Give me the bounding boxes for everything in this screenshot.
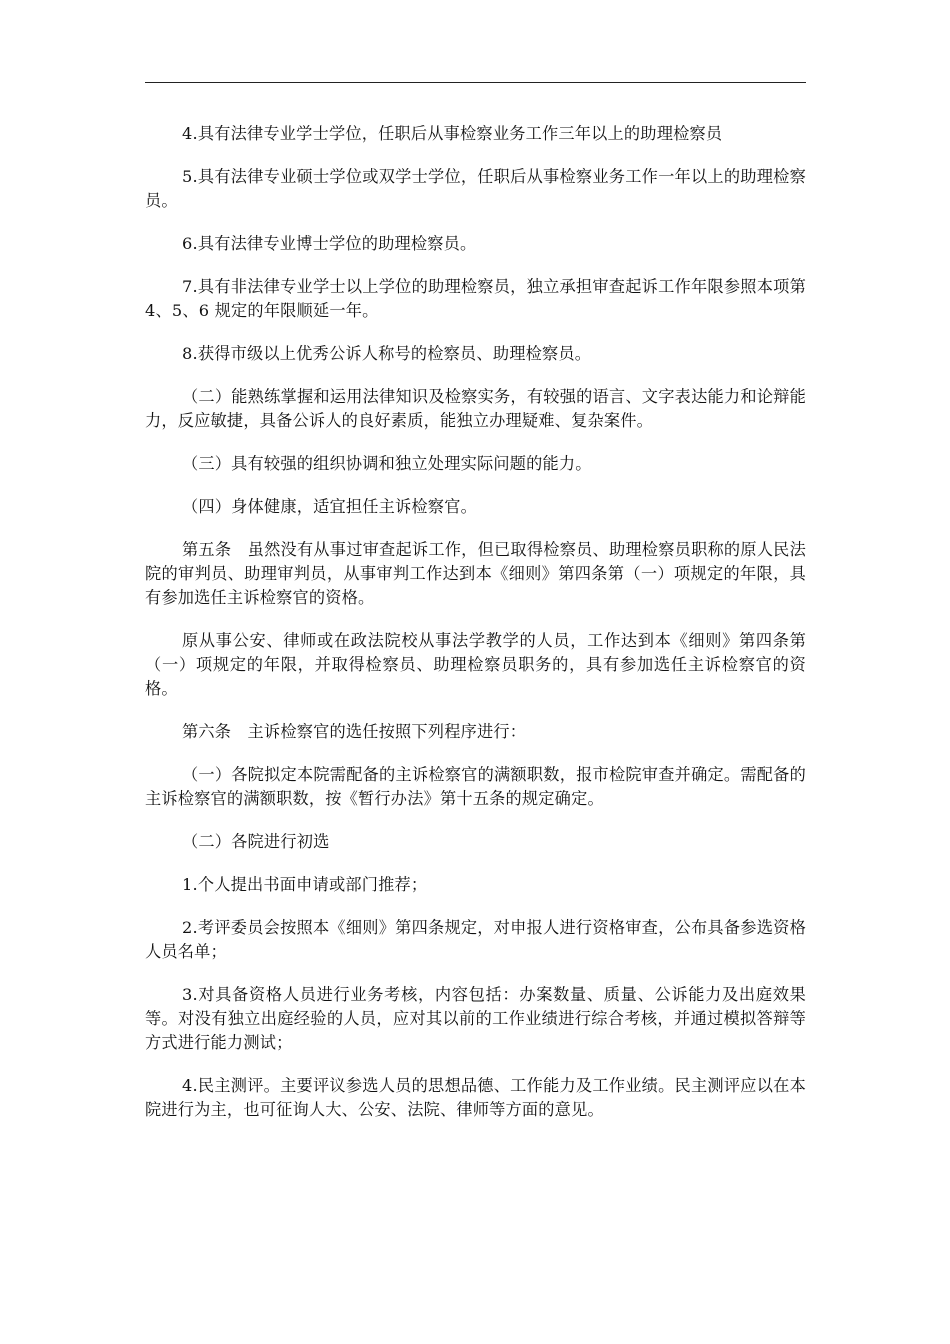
paragraph-item-4: （四）身体健康，适宜担任主诉检察官。: [182, 497, 477, 516]
paragraph-qualification-7: 7.具有非法律专业学士以上学位的助理检察员，独立承担审查起诉工作年限参照本项第 4、5、6 规定的年限顺延一年。: [145, 277, 812, 320]
document-body: [145, 122, 812, 1141]
paragraph-qualification-5: 5.具有法律专业硕士学位或双学士学位，任职后从事检察业务工作一年以上的助理检察员。: [145, 167, 806, 210]
paragraph-article-6: 第六条 主诉检察官的选任按照下列程序进行：: [182, 722, 527, 741]
paragraph-qualification-8: 8.获得市级以上优秀公诉人称号的检察员、助理检察员。: [182, 344, 592, 363]
paragraph-procedure-1: （一）各院拟定本院需配备的主诉检察官的满额职数，报市检院审查并确定。需配备的主诉检察官的满额职数，按《暂行办法》第十五条的规定确定。: [145, 765, 806, 808]
paragraph-procedure-2: （二）各院进行初选: [182, 832, 330, 851]
paragraph-step-1: 1.个人提出书面申请或部门推荐；: [182, 875, 428, 894]
paragraph-step-4: 4.民主测评。主要评议参选人员的思想品德、工作能力及工作业绩。民主测评应以在本院进行为主，也可征询人大、公安、法院、律师等方面的意见。: [145, 1076, 806, 1119]
paragraph-qualification-6: 6.具有法律专业博士学位的助理检察员。: [182, 234, 477, 253]
paragraph-step-3: 3.对具备资格人员进行业务考核，内容包括：办案数量、质量、公诉能力及出庭效果等。对没有独立出庭经验的人员，应对其以前的工作业绩进行综合考核，并通过模拟答辩等方式进行能力测试；: [145, 985, 806, 1052]
header-rule: [145, 82, 806, 83]
paragraph-article-5-supplement: 原从事公安、律师或在政法院校从事法学教学的人员，工作达到本《细则》第四条第（一）项规定的年限，并取得检察员、助理检察员职务的，具有参加选任主诉检察官的资格。: [145, 631, 806, 698]
paragraph-step-2: 2.考评委员会按照本《细则》第四条规定，对申报人进行资格审查，公布具备参选资格人员名单；: [145, 918, 806, 961]
paragraph-item-3: （三）具有较强的组织协调和独立处理实际问题的能力。: [182, 454, 592, 473]
paragraph-qualification-4: 4.具有法律专业学士学位，任职后从事检察业务工作三年以上的助理检察员: [182, 124, 723, 143]
paragraph-article-5: 第五条 虽然没有从事过审查起诉工作，但已取得检察员、助理检察员职称的原人民法院的审判员、助理审判员，从事审判工作达到本《细则》第四条第（一）项规定的年限，具有参加选任主诉检察官的资格。: [145, 540, 806, 607]
paragraph-item-2: （二）能熟练掌握和运用法律知识及检察实务，有较强的语言、文字表达能力和论辩能力，反应敏捷，具备公诉人的良好素质，能独立办理疑难、复杂案件。: [145, 387, 806, 430]
